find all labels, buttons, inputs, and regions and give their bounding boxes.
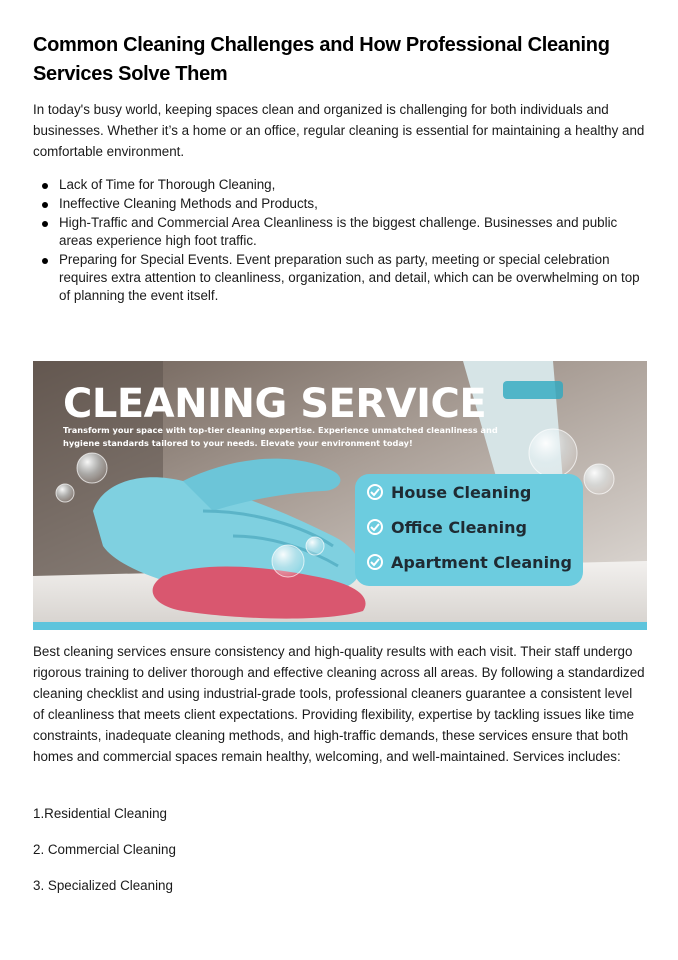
service-apartment-cleaning: Apartment Cleaning: [391, 553, 572, 572]
cleaning-service-banner: [33, 361, 647, 630]
list-item: Lack of Time for Thorough Cleaning,: [33, 176, 647, 194]
service-office-cleaning: Office Cleaning: [391, 518, 527, 537]
banner-tagline-1: Transform your space with top-tier cleaning expertise. Experience unmatched cleanliness and: [63, 425, 498, 435]
list-item: Preparing for Special Events. Event preparation such as party, meeting or special celebration requires extra attention to cleanliness, organization, and detail, which can be overwhelming on top of planning the event itself.: [33, 251, 647, 305]
list-item: 3. Specialized Cleaning: [33, 878, 173, 893]
list-item: Ineffective Cleaning Methods and Products,: [33, 195, 647, 213]
bullet-icon: [42, 183, 48, 189]
intro-paragraph: In today's busy world, keeping spaces clean and organized is challenging for both individuals and businesses. Whether it’s a home or an office, regular cleaning is essential for maintaining a healthy and comfortable environment.: [33, 102, 645, 159]
banner-tagline-2: hygiene standards tailored to your needs. Elevate your environment today!: [63, 438, 413, 448]
list-item: High-Traffic and Commercial Area Cleanliness is the biggest challenge. Businesses and public areas experience high foot traffic.: [33, 214, 647, 250]
list-item: 1.Residential Cleaning: [33, 806, 167, 821]
challenges-list: [33, 176, 647, 306]
page-title: Common Cleaning Challenges and How Professional Cleaning Services Solve Them: [33, 34, 610, 85]
list-item: 2. Commercial Cleaning: [33, 842, 176, 857]
services-paragraph: Best cleaning services ensure consistency and high-quality results with each visit. Their staff undergo rigorous training to deliver thorough and effective cleaning across all areas. By following a standardized cleaning checklist and using industrial-grade tools, professional cleaners guarantee a consistent level of cleanliness that meets client expectations. Providing flexibility, expertise by tackling issues like time constraints, inadequate cleaning methods, and high-traffic demands, these services ensure that both homes and commercial spaces remain healthy, welcoming, and well-maintained. Services includes:: [33, 644, 645, 764]
bullet-icon: [42, 258, 48, 264]
banner-heading: CLEANING SERVICE: [63, 381, 487, 427]
services-list: [33, 804, 333, 912]
bullet-icon: [42, 221, 48, 227]
banner-accent-bar: [33, 622, 647, 630]
bullet-icon: [42, 202, 48, 208]
service-house-cleaning: House Cleaning: [391, 483, 532, 502]
